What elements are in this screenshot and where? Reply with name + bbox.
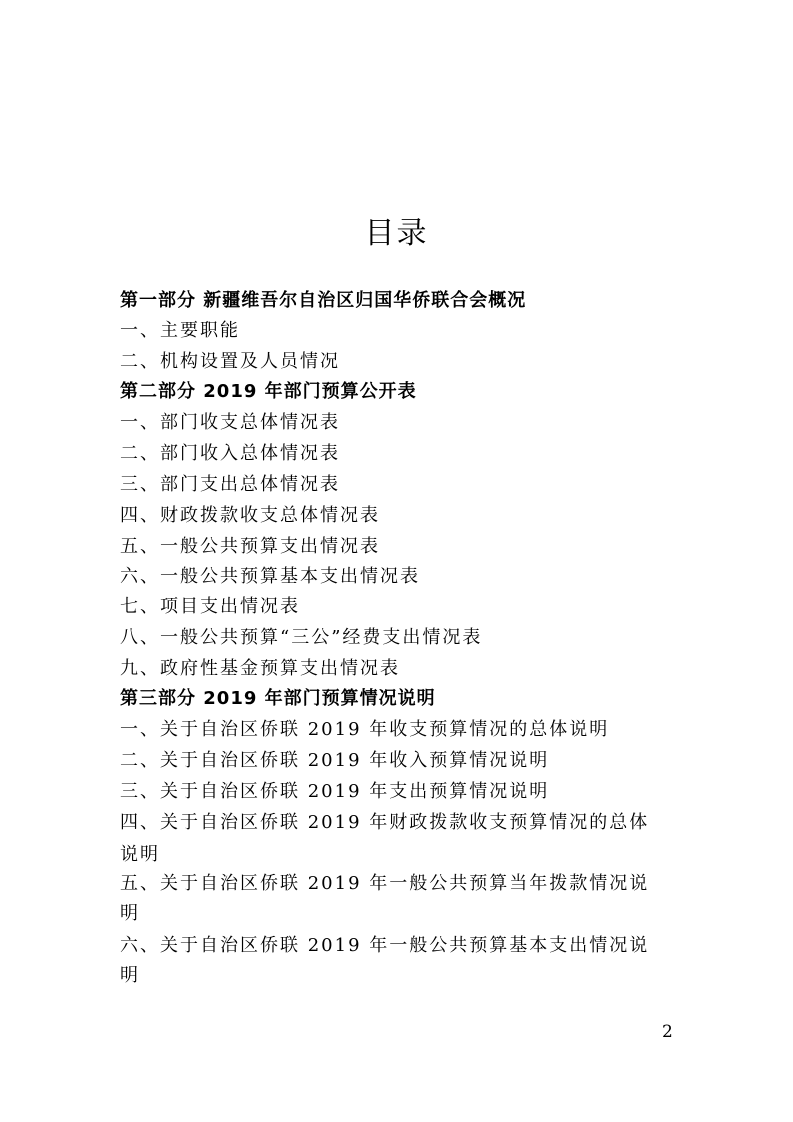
page-number: 2 (662, 1022, 673, 1042)
toc-item: 二、关于自治区侨联 2019 年收入预算情况说明 (120, 750, 550, 771)
toc-item: 六、关于自治区侨联 2019 年一般公共预算基本支出情况说 (120, 935, 650, 956)
toc-item: 六、一般公共预算基本支出情况表 (120, 566, 420, 587)
toc-item: 三、关于自治区侨联 2019 年支出预算情况说明 (120, 781, 550, 802)
toc-item-continuation: 说明 (120, 844, 160, 865)
toc-item: 五、关于自治区侨联 2019 年一般公共预算当年拨款情况说 (120, 873, 650, 894)
toc-item-continuation: 明 (120, 965, 140, 986)
toc-item: 三、部门支出总体情况表 (120, 474, 340, 495)
toc-part-2-heading: 第二部分 2019 年部门预算公开表 (120, 381, 417, 402)
toc-item-continuation: 明 (120, 903, 140, 924)
toc-item: 七、项目支出情况表 (120, 596, 300, 617)
page-title: 目录 (364, 216, 429, 251)
toc-item: 四、关于自治区侨联 2019 年财政拨款收支预算情况的总体 (120, 812, 650, 833)
toc-item: 一、关于自治区侨联 2019 年收支预算情况的总体说明 (120, 719, 610, 740)
toc-item: 二、机构设置及人员情况 (120, 351, 340, 372)
toc-item: 一、主要职能 (120, 320, 240, 341)
toc-item: 一、部门收支总体情况表 (120, 412, 340, 433)
toc-item: 八、一般公共预算“三公”经费支出情况表 (120, 627, 483, 648)
toc-item: 九、政府性基金预算支出情况表 (120, 658, 400, 679)
toc-item: 二、部门收入总体情况表 (120, 443, 340, 464)
toc-part-3-heading: 第三部分 2019 年部门预算情况说明 (120, 688, 436, 709)
toc-item: 五、一般公共预算支出情况表 (120, 536, 380, 557)
toc-item: 四、财政拨款收支总体情况表 (120, 505, 380, 526)
toc-part-1-heading: 第一部分 新疆维吾尔自治区归国华侨联合会概况 (120, 290, 527, 311)
